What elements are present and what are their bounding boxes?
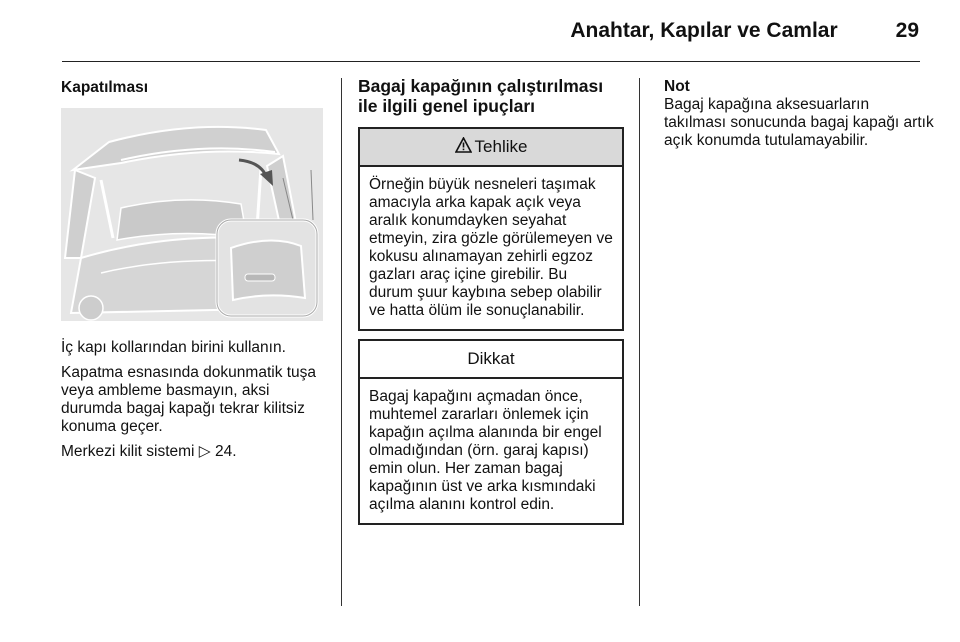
page-header (570, 19, 919, 43)
page-number: 29 (895, 19, 919, 42)
caution-title: Dikkat (467, 349, 515, 368)
note-text: Bagaj kapağına aksesuarların takılması sonucunda bagaj kapağı artık açık konumda tutulamayabilir. (664, 96, 934, 149)
danger-title: Tehlike (474, 137, 528, 156)
header-rule (62, 61, 920, 62)
danger-text: Örneğin büyük nesneleri taşımak amacıyla arka kapak açık veya aralık konumdayken seyahat etmeyin, zira gözle görülemeyen ve kokusu alınamayan zehirli egzoz gazları araç içine girebilir. Bu durum şuur kaybına sebep olabilir ve hatta ölüm ile sonuçlanabilir. (369, 176, 613, 319)
caution-box (358, 339, 624, 525)
column-divider-2 (639, 78, 640, 606)
column-2 (358, 76, 624, 525)
danger-header (360, 129, 622, 167)
column-1 (61, 79, 329, 461)
danger-box (358, 127, 624, 331)
chapter-title: Anahtar, Kapılar ve Camlar (570, 19, 838, 42)
note-title: Not (664, 78, 690, 95)
caution-text: Bagaj kapağını açmadan önce, muhtemel zararları önlemek için kapağın açılma alanında bir engel olmadığından (örn. garaj kapısı) emin olun. Her zaman bagaj kapağının üst ve arka kısmındaki açılma alanını kontrol edin. (369, 388, 602, 513)
caution-header (360, 341, 622, 379)
column-divider-1 (341, 78, 342, 606)
ref-page: 24. (215, 443, 237, 460)
paragraph-1: İç kapı kollarından birini kullanın. (61, 339, 286, 356)
tailgate-drawing (61, 108, 323, 321)
warning-triangle-icon (455, 137, 472, 157)
column-3 (664, 78, 934, 150)
paragraph-2: Kapatma esnasında dokunmatik tuşa veya ambleme basmayın, aksi durumda bagaj kapağı tekrar kilitsiz konuma geçer. (61, 364, 317, 435)
cross-reference (61, 443, 329, 461)
ref-arrow-icon: ▷ (198, 443, 211, 460)
closing-subheading: Kapatılması (61, 79, 149, 96)
tailgate-illustration (61, 108, 323, 321)
ref-text: Merkezi kilit sistemi (61, 443, 195, 460)
section-title: Bagaj kapağının çalıştırılması ile ilgili genel ipuçları (358, 76, 604, 116)
